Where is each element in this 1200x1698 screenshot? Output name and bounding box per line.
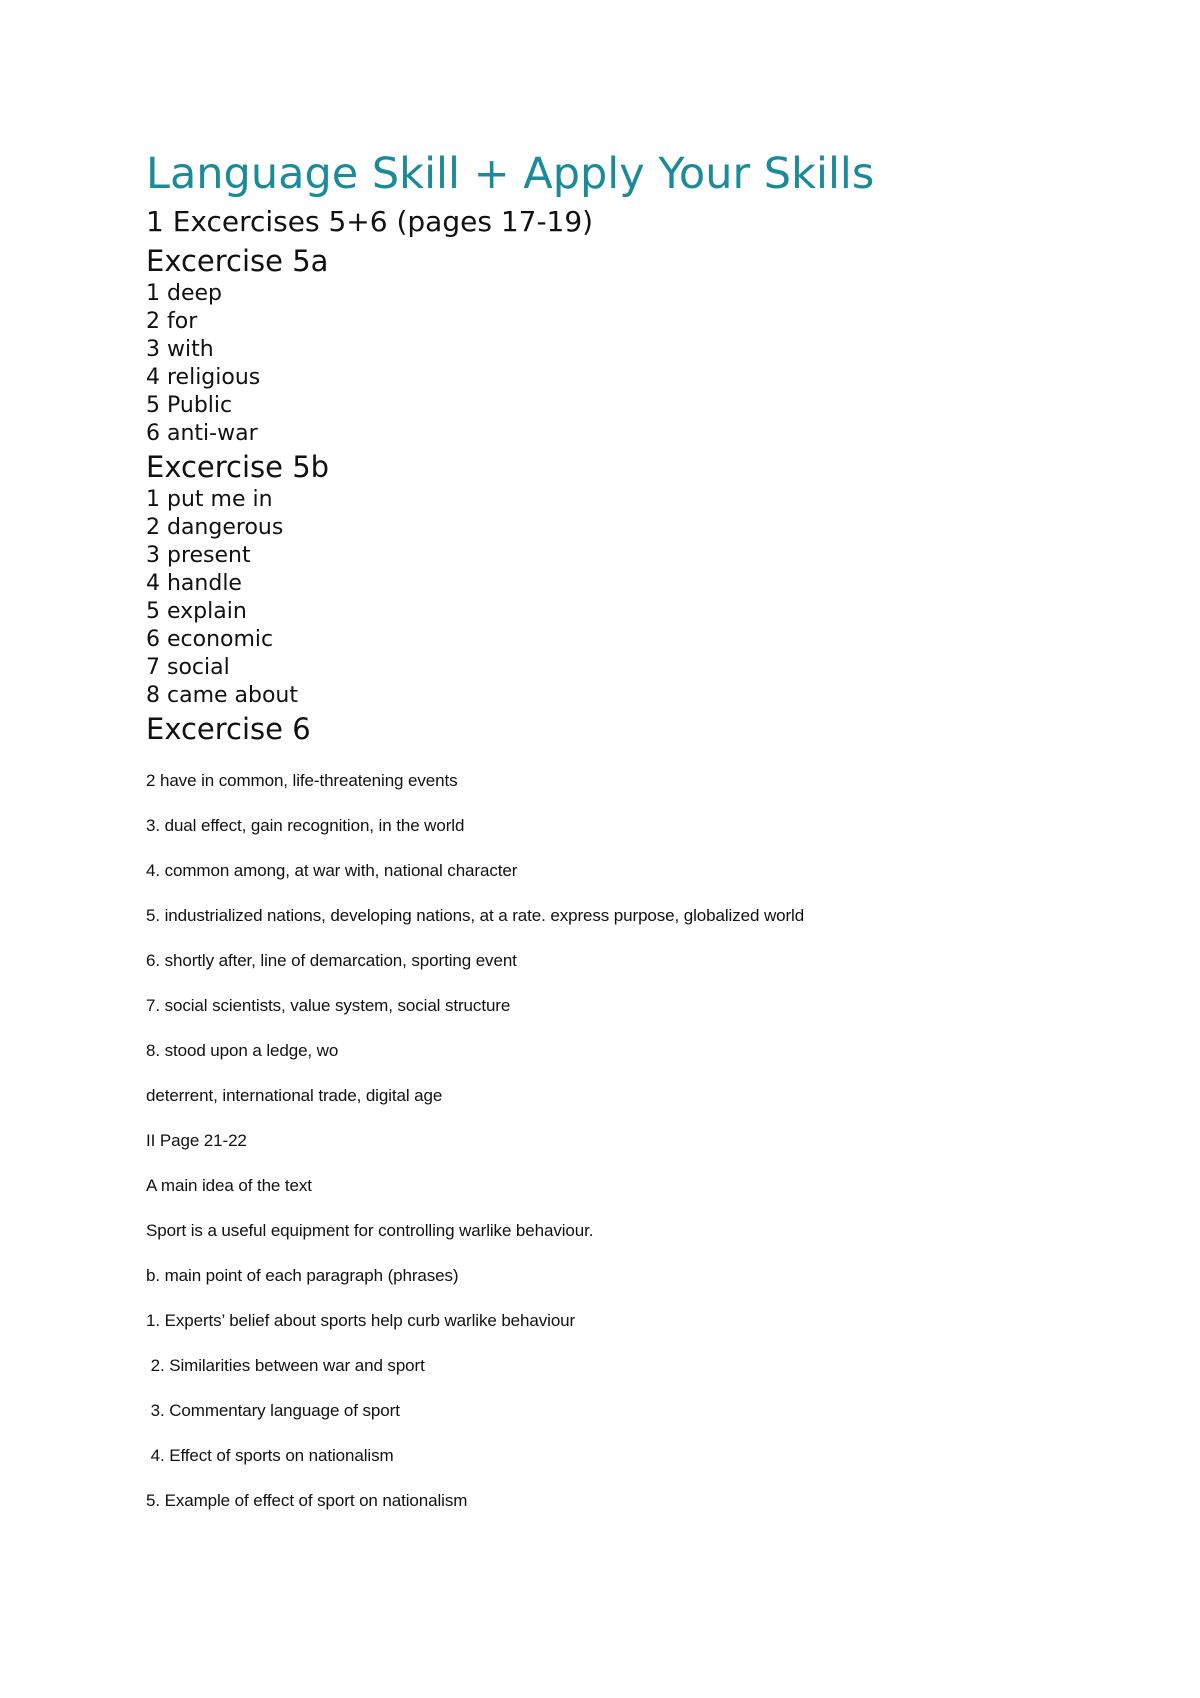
list-item: 4 religious [146, 365, 261, 390]
document-title: Language Skill + Apply Your Skills [146, 149, 875, 199]
paragraph: 2. Similarities between war and sport [146, 1356, 425, 1375]
list-item: 3 present [146, 543, 251, 568]
list-item: 2 dangerous [146, 515, 284, 540]
list-item: 1 deep [146, 281, 222, 306]
list-item: 6 anti-war [146, 421, 258, 446]
paragraph: 6. shortly after, line of demarcation, sporting event [146, 951, 517, 970]
list-item: 8 came about [146, 683, 299, 708]
exercise-6-heading: Excercise 6 [146, 712, 311, 746]
paragraph: b. main point of each paragraph (phrases) [146, 1266, 459, 1285]
paragraph: deterrent, international trade, digital age [146, 1086, 443, 1105]
list-item: 1 put me in [146, 487, 273, 512]
list-item: 2 for [146, 309, 198, 334]
list-item: 3 with [146, 337, 214, 362]
exercise-5b-heading: Excercise 5b [146, 450, 330, 484]
list-item: 6 economic [146, 627, 274, 652]
paragraph: 8. stood upon a ledge, wo [146, 1041, 339, 1060]
exercise-5b-list [146, 486, 1146, 710]
paragraph: 4. common among, at war with, national character [146, 861, 518, 880]
paragraph: 1. Experts’ belief about sports help curb warlike behaviour [146, 1311, 576, 1330]
paragraph: 3. Commentary language of sport [146, 1401, 400, 1420]
paragraph: 2 have in common, life-threatening events [146, 771, 458, 790]
list-item: 4 handle [146, 571, 242, 596]
list-item: 7 social [146, 655, 230, 680]
exercise-5a-heading: Excercise 5a [146, 244, 329, 278]
document-page [146, 146, 1146, 1535]
document-subtitle: 1 Excercises 5+6 (pages 17-19) [146, 205, 594, 238]
paragraph: 4. Effect of sports on nationalism [146, 1446, 394, 1465]
paragraph: II Page 21-22 [146, 1131, 247, 1150]
list-item: 5 explain [146, 599, 247, 624]
paragraph: 3. dual effect, gain recognition, in the world [146, 816, 465, 835]
paragraph: 7. social scientists, value system, social structure [146, 996, 511, 1015]
paragraph: 5. industrialized nations, developing nations, at a rate. express purpose, globalized world [146, 906, 805, 925]
paragraph: 5. Example of effect of sport on nationalism [146, 1491, 468, 1510]
exercise-5a-list [146, 280, 1146, 448]
exercise-6-body [146, 770, 1146, 1512]
paragraph: Sport is a useful equipment for controlling warlike behaviour. [146, 1221, 594, 1240]
paragraph: A main idea of the text [146, 1176, 312, 1195]
list-item: 5 Public [146, 393, 233, 418]
